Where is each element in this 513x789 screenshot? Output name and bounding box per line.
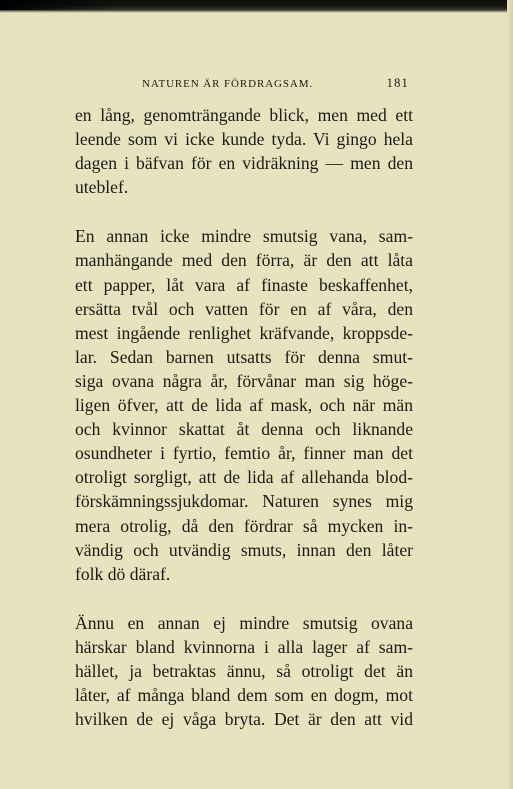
text-line: och kvinnor skattat åt denna och liknande (75, 419, 413, 440)
paragraph-gap (75, 199, 413, 224)
text-line: Ännu en annan ej mindre smutsig ovana (75, 612, 413, 633)
page-number: 181 (386, 76, 409, 90)
text-line: mest ingående renlighet kräfvande, kroppsde- (75, 322, 413, 343)
paragraph-2 (75, 224, 413, 585)
text-line: uteblef. (75, 177, 129, 198)
text-line: ersätta tvål och vatten för en af våra, den (75, 298, 413, 319)
paragraph-gap (75, 586, 413, 611)
body-text (75, 103, 413, 731)
text-line: ett papper, låt vara af finaste beskaffenhet, (75, 274, 413, 295)
book-top-edge (0, 0, 513, 13)
text-line: ligen öfver, att de lida af mask, och när män (75, 395, 413, 416)
text-line: En annan icke mindre smutsig vana, sam- (75, 226, 413, 247)
text-line: manhängande med den förra, är den att låta (75, 250, 413, 271)
top-edge-shadow (0, 0, 120, 10)
text-line: vändig och utvändig smuts, innan den låter (75, 539, 413, 560)
page-right-edge (507, 0, 513, 789)
text-line: otroligt sorgligt, att de lida af allehanda blod- (75, 467, 413, 488)
text-line: osundheter i fyrtio, femtio år, finner man det (75, 443, 413, 464)
paragraph-3 (75, 611, 413, 731)
text-line: hället, ja betraktas ännu, så otroligt det än (75, 660, 413, 681)
text-line: lar. Sedan barnen utsatts för denna smut- (75, 346, 413, 367)
text-line: leende som vi icke kunde tyda. Vi gingo hela (75, 129, 413, 150)
text-line: hvilken de ej våga bryta. Det är den att vid (75, 709, 413, 730)
text-line: låter, af många bland dem som en dogm, mot (75, 685, 413, 706)
text-line: mera otrolig, då den fördrar så mycken in- (75, 515, 413, 536)
running-head: NATUREN ÄR FÖRDRAGSAM. (142, 78, 314, 90)
page-header (142, 76, 409, 92)
text-line: dagen i bäfvan för en vidräkning — men den (75, 153, 413, 174)
text-line: en lång, genomträngande blick, men med ett (75, 105, 413, 125)
text-line: härskar bland kvinnorna i alla lager af sam- (75, 636, 413, 657)
text-line: siga ovana några år, förvånar man sig höge- (75, 370, 413, 391)
paragraph-1 (75, 103, 413, 199)
text-line: folk dö däraf. (75, 563, 171, 584)
text-line: förskämningssjukdomar. Naturen synes mig (75, 491, 413, 512)
